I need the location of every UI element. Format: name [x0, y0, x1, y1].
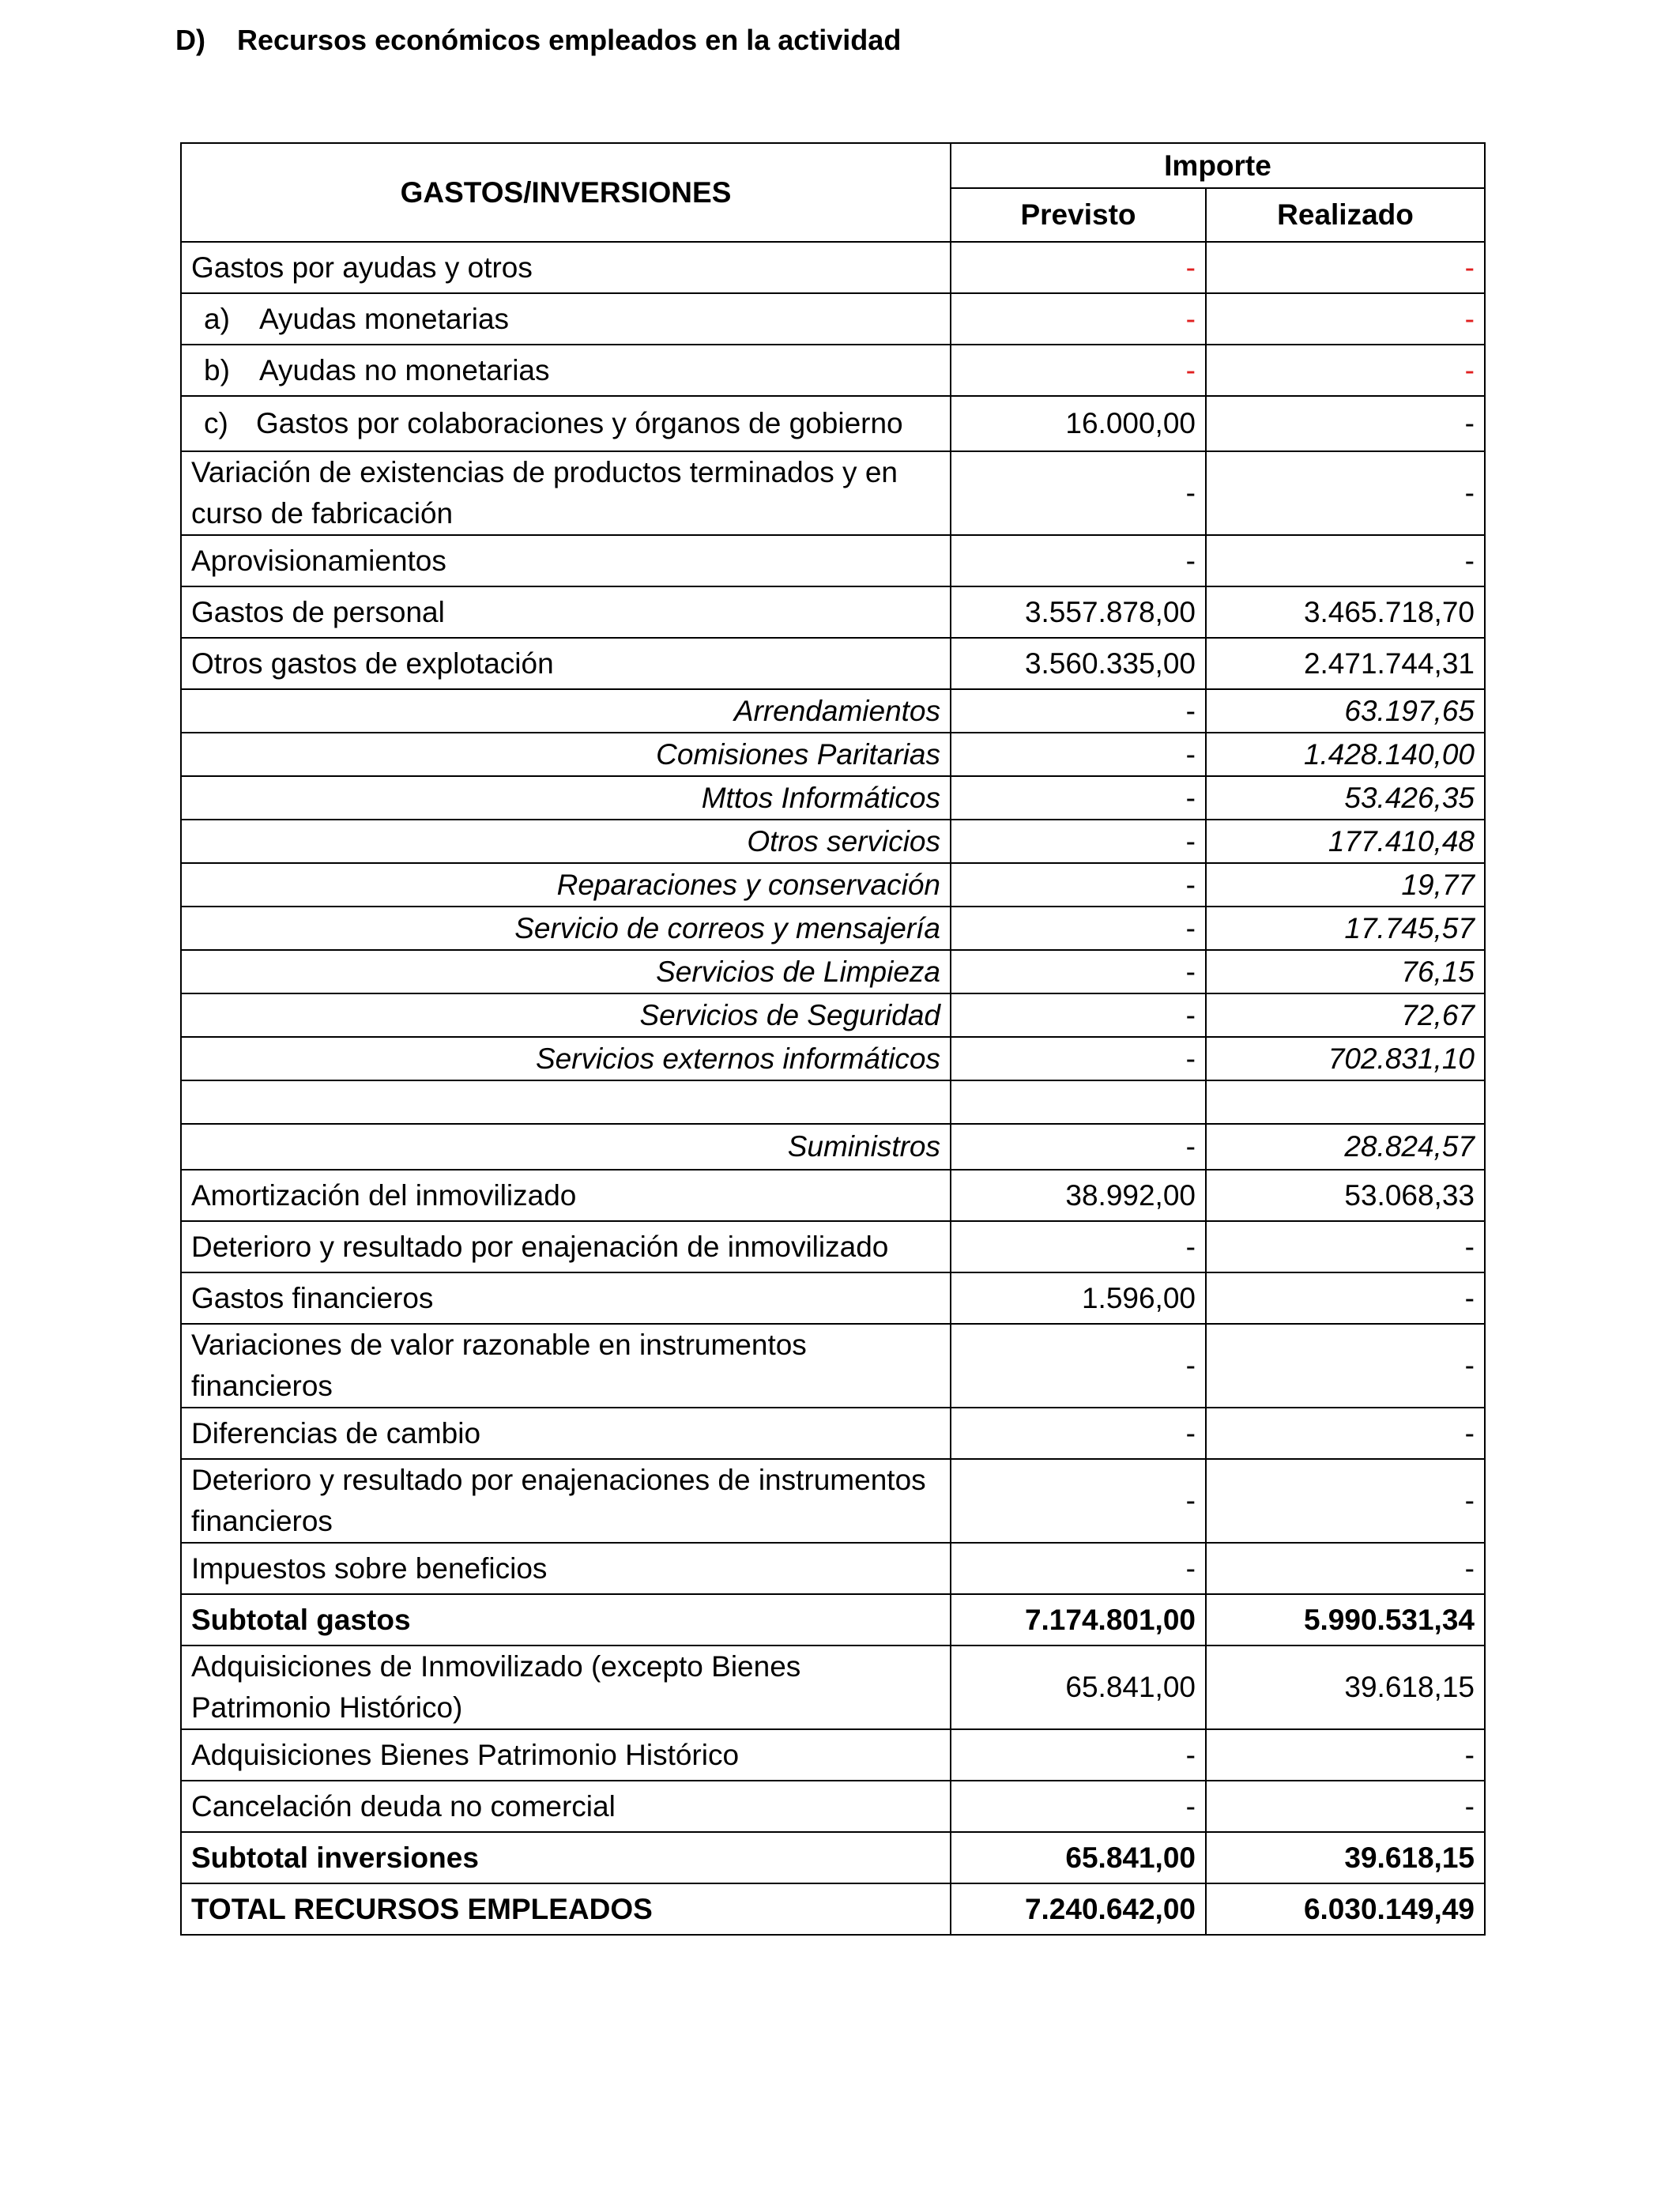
- table-row: [181, 1408, 1485, 1459]
- row-label: Amortización del inmovilizado: [181, 1170, 951, 1221]
- row-label: Deterioro y resultado por enajenaciones de instrumentos financieros: [181, 1459, 951, 1543]
- previsto-cell: -: [951, 907, 1206, 950]
- table-row: [181, 950, 1485, 993]
- realizado-cell: -: [1206, 1459, 1485, 1543]
- previsto-cell: -: [951, 1781, 1206, 1832]
- row-label-text: Ayudas no monetarias: [259, 353, 550, 386]
- realizado-cell: -: [1206, 242, 1485, 293]
- table-row: [181, 1037, 1485, 1080]
- realizado-cell: -: [1206, 1221, 1485, 1272]
- previsto-cell: 38.992,00: [951, 1170, 1206, 1221]
- column-header-previsto: Previsto: [951, 188, 1206, 242]
- row-label: Arrendamientos: [181, 689, 951, 733]
- previsto-cell: -: [951, 820, 1206, 863]
- row-label: Aprovisionamientos: [181, 535, 951, 586]
- previsto-cell: 7.240.642,00: [951, 1883, 1206, 1935]
- row-label: Deterioro y resultado por enajenación de inmovilizado: [181, 1221, 951, 1272]
- previsto-cell: 16.000,00: [951, 396, 1206, 451]
- row-label: [181, 293, 951, 345]
- realizado-cell: 2.471.744,31: [1206, 638, 1485, 689]
- table-row: [181, 535, 1485, 586]
- table-row: [181, 1324, 1485, 1408]
- row-label: Servicios de Limpieza: [181, 950, 951, 993]
- table-row: [181, 345, 1485, 396]
- previsto-cell: -: [951, 1221, 1206, 1272]
- realizado-cell: -: [1206, 1543, 1485, 1594]
- table-row: [181, 1170, 1485, 1221]
- realizado-cell: 5.990.531,34: [1206, 1594, 1485, 1646]
- table-row: [181, 1221, 1485, 1272]
- previsto-cell: -: [951, 950, 1206, 993]
- realizado-cell: -: [1206, 1408, 1485, 1459]
- row-label: Gastos financieros: [181, 1272, 951, 1324]
- previsto-cell: -: [951, 345, 1206, 396]
- realizado-cell: -: [1206, 1781, 1485, 1832]
- previsto-cell: -: [951, 293, 1206, 345]
- column-group-header-importe: Importe: [951, 143, 1485, 188]
- previsto-cell: 1.596,00: [951, 1272, 1206, 1324]
- row-label: [181, 396, 951, 451]
- empty-cell: [181, 1080, 951, 1124]
- table-row: [181, 293, 1485, 345]
- row-label: Diferencias de cambio: [181, 1408, 951, 1459]
- realizado-cell: 72,67: [1206, 993, 1485, 1037]
- realizado-cell: 3.465.718,70: [1206, 586, 1485, 638]
- table-row: [181, 776, 1485, 820]
- row-label: Adquisiciones de Inmovilizado (excepto Bienes Patrimonio Histórico): [181, 1646, 951, 1729]
- table-row: [181, 689, 1485, 733]
- row-label: Variación de existencias de productos terminados y en curso de fabricación: [181, 451, 951, 535]
- realizado-cell: 76,15: [1206, 950, 1485, 993]
- row-marker: a): [204, 302, 230, 335]
- row-label: Mttos Informáticos: [181, 776, 951, 820]
- previsto-cell: -: [951, 776, 1206, 820]
- row-label: [181, 345, 951, 396]
- realizado-cell: -: [1206, 293, 1485, 345]
- row-label: Gastos por ayudas y otros: [181, 242, 951, 293]
- realizado-cell: 17.745,57: [1206, 907, 1485, 950]
- realizado-cell: -: [1206, 396, 1485, 451]
- row-label: Subtotal inversiones: [181, 1832, 951, 1883]
- realizado-cell: 39.618,15: [1206, 1646, 1485, 1729]
- empty-cell: [1206, 1080, 1485, 1124]
- section-heading: [175, 24, 901, 57]
- previsto-cell: -: [951, 1729, 1206, 1781]
- table-row: [181, 907, 1485, 950]
- row-label-text: Ayudas monetarias: [259, 302, 510, 335]
- realizado-cell: -: [1206, 451, 1485, 535]
- row-label: Servicios externos informáticos: [181, 1037, 951, 1080]
- row-label: Variaciones de valor razonable en instrumentos financieros: [181, 1324, 951, 1408]
- previsto-cell: 3.557.878,00: [951, 586, 1206, 638]
- empty-cell: [951, 1080, 1206, 1124]
- realizado-cell: 63.197,65: [1206, 689, 1485, 733]
- row-label: Otros servicios: [181, 820, 951, 863]
- row-label: Gastos de personal: [181, 586, 951, 638]
- previsto-cell: -: [951, 242, 1206, 293]
- previsto-cell: -: [951, 535, 1206, 586]
- table-row: [181, 1646, 1485, 1729]
- table-row: [181, 1124, 1485, 1170]
- previsto-cell: 7.174.801,00: [951, 1594, 1206, 1646]
- column-header-realizado: Realizado: [1206, 188, 1485, 242]
- realizado-cell: -: [1206, 1272, 1485, 1324]
- previsto-cell: -: [951, 1037, 1206, 1080]
- subtotal-inversiones-row: [181, 1832, 1485, 1883]
- realizado-cell: -: [1206, 345, 1485, 396]
- realizado-cell: 39.618,15: [1206, 1832, 1485, 1883]
- realizado-cell: -: [1206, 535, 1485, 586]
- row-label: Servicios de Seguridad: [181, 993, 951, 1037]
- previsto-cell: -: [951, 1324, 1206, 1408]
- row-label: Impuestos sobre beneficios: [181, 1543, 951, 1594]
- row-label: Subtotal gastos: [181, 1594, 951, 1646]
- table-row: [181, 820, 1485, 863]
- table-row: [181, 1543, 1485, 1594]
- row-marker: c): [204, 407, 228, 439]
- previsto-cell: 65.841,00: [951, 1646, 1206, 1729]
- section-title: Recursos económicos empleados en la actividad: [237, 24, 902, 56]
- table-row: [181, 993, 1485, 1037]
- column-header-gastos-inversiones: GASTOS/INVERSIONES: [181, 143, 951, 242]
- table-row: [181, 396, 1485, 451]
- row-label: Servicio de correos y mensajería: [181, 907, 951, 950]
- empty-row: [181, 1080, 1485, 1124]
- row-label-text: Gastos por colaboraciones y órganos de gobierno: [256, 407, 903, 439]
- row-label: Cancelación deuda no comercial: [181, 1781, 951, 1832]
- row-label: Suministros: [181, 1124, 951, 1170]
- realizado-cell: 177.410,48: [1206, 820, 1485, 863]
- row-label: Otros gastos de explotación: [181, 638, 951, 689]
- table-row: [181, 586, 1485, 638]
- previsto-cell: 3.560.335,00: [951, 638, 1206, 689]
- previsto-cell: -: [951, 1459, 1206, 1543]
- table-row: [181, 863, 1485, 907]
- row-label: Comisiones Paritarias: [181, 733, 951, 776]
- previsto-cell: -: [951, 1543, 1206, 1594]
- table-row: [181, 451, 1485, 535]
- section-marker: D): [175, 24, 205, 56]
- table-row: [181, 1272, 1485, 1324]
- previsto-cell: -: [951, 863, 1206, 907]
- total-row: [181, 1883, 1485, 1935]
- realizado-cell: 53.426,35: [1206, 776, 1485, 820]
- table-row: [181, 242, 1485, 293]
- previsto-cell: -: [951, 733, 1206, 776]
- realizado-cell: 28.824,57: [1206, 1124, 1485, 1170]
- previsto-cell: -: [951, 993, 1206, 1037]
- row-label: Adquisiciones Bienes Patrimonio Histórico: [181, 1729, 951, 1781]
- table-row: [181, 1781, 1485, 1832]
- table-row: [181, 638, 1485, 689]
- row-label: Reparaciones y conservación: [181, 863, 951, 907]
- realizado-cell: -: [1206, 1729, 1485, 1781]
- subtotal-gastos-row: [181, 1594, 1485, 1646]
- previsto-cell: -: [951, 451, 1206, 535]
- table-row: [181, 1459, 1485, 1543]
- table-row: [181, 1729, 1485, 1781]
- realizado-cell: 6.030.149,49: [1206, 1883, 1485, 1935]
- previsto-cell: -: [951, 1408, 1206, 1459]
- realizado-cell: -: [1206, 1324, 1485, 1408]
- realizado-cell: 1.428.140,00: [1206, 733, 1485, 776]
- realizado-cell: 702.831,10: [1206, 1037, 1485, 1080]
- realizado-cell: 53.068,33: [1206, 1170, 1485, 1221]
- previsto-cell: -: [951, 1124, 1206, 1170]
- realizado-cell: 19,77: [1206, 863, 1485, 907]
- resources-table: [180, 142, 1486, 1936]
- previsto-cell: 65.841,00: [951, 1832, 1206, 1883]
- previsto-cell: -: [951, 689, 1206, 733]
- table-row: [181, 733, 1485, 776]
- row-label: TOTAL RECURSOS EMPLEADOS: [181, 1883, 951, 1935]
- row-marker: b): [204, 353, 230, 386]
